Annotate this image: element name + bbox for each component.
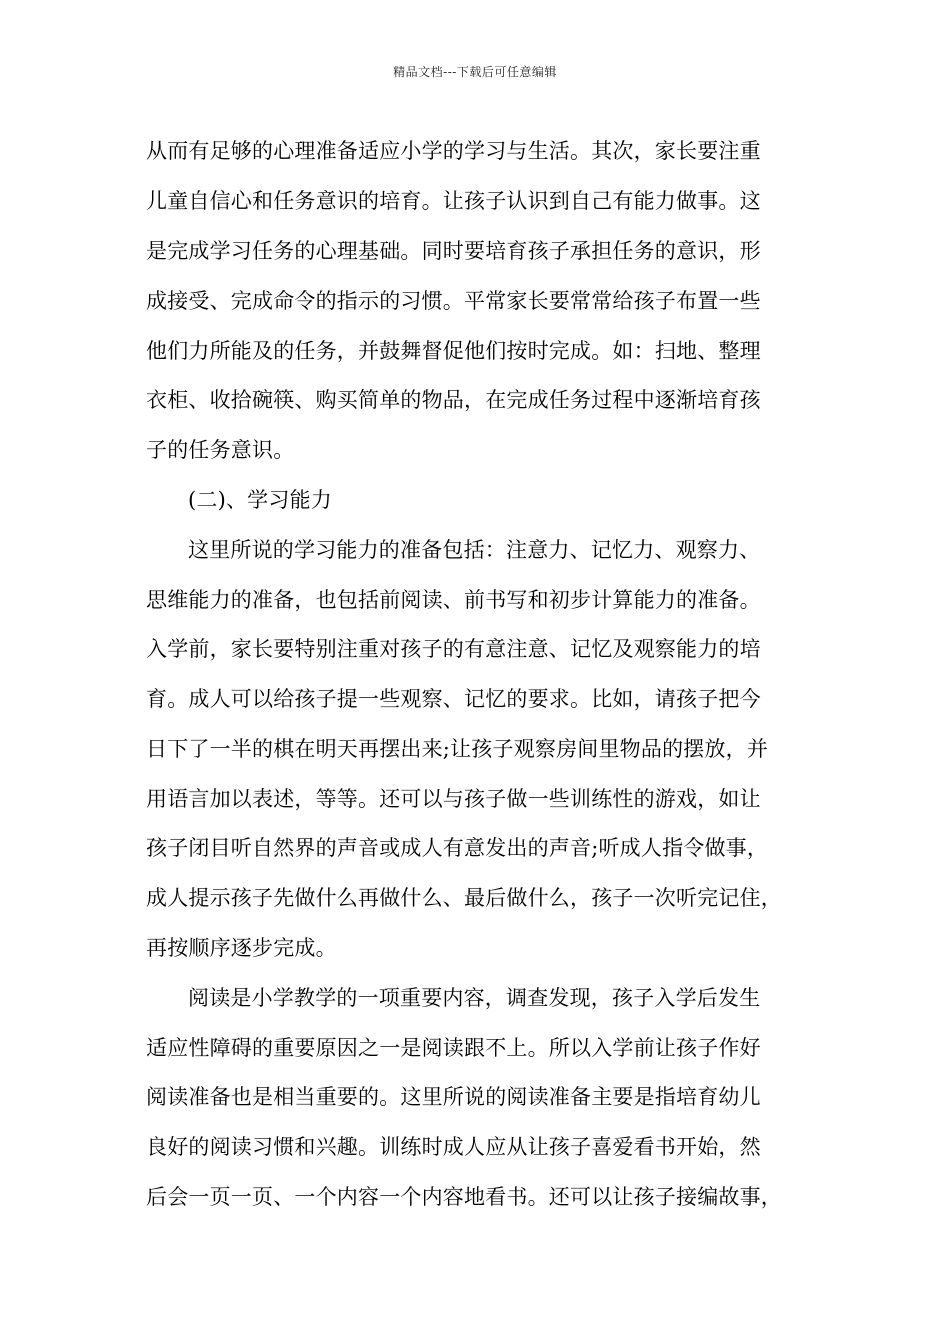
section-heading: (二)、学习能力 — [188, 488, 332, 512]
text-line: 是完成学习任务的心理基础。同时要培育孩子承担任务的意识，形 — [146, 239, 761, 263]
text-line: 子的任务意识。 — [146, 438, 295, 462]
text-line: 孩子闭目听自然界的声音或成人有意发出的声音;听成人指令做事， — [146, 836, 769, 860]
text-line: 从而有足够的心理准备适应小学的学习与生活。其次，家长要注重 — [146, 139, 761, 163]
text-line: 成接受、完成命令的指示的习惯。平常家长要常常给孩子布置一些 — [146, 289, 761, 313]
text-line: 用语言加以表述，等等。还可以与孩子做一些训练性的游戏，如让 — [146, 787, 761, 811]
text-line: 阅读准备也是相当重要的。这里所说的阅读准备主要是指培育幼儿 — [146, 1085, 761, 1109]
text-line: 育。成人可以给孩子提一些观察、记忆的要求。比如，请孩子把今 — [146, 687, 761, 711]
text-line: 适应性障碍的重要原因之一是阅读跟不上。所以入学前让孩子作好 — [146, 1036, 761, 1060]
text-line: 思维能力的准备，也包括前阅读、前书写和初步计算能力的准备。 — [146, 588, 761, 612]
text-line: 再按顺序逐步完成。 — [146, 936, 337, 960]
text-line: 衣柜、收拾碗筷、购买简单的物品，在完成任务过程中逐渐培育孩 — [146, 388, 761, 412]
text-line: 后会一页一页、一个内容一个内容地看书。还可以让孩子接编故事， — [146, 1185, 782, 1209]
text-line: 良好的阅读习惯和兴趣。训练时成人应从让孩子喜爱看书开始，然 — [146, 1135, 761, 1159]
text-line: 儿童自信心和任务意识的培育。让孩子认识到自己有能力做事。这 — [146, 189, 761, 213]
text-line: 这里所说的学习能力的准备包括：注意力、记忆力、观察力、 — [188, 538, 761, 562]
page-header: 精品文档---下载后可任意编辑 — [393, 65, 557, 79]
text-line: 日下了一半的棋在明天再摆出来;让孩子观察房间里物品的摆放，并 — [146, 737, 769, 761]
text-line: 成人提示孩子先做什么再做什么、最后做什么，孩子一次听完记住， — [146, 886, 782, 910]
text-line: 他们力所能及的任务，并鼓舞督促他们按时完成。如：扫地、整理 — [146, 339, 761, 363]
text-line: 入学前，家长要特别注重对孩子的有意注意、记忆及观察能力的培 — [146, 637, 761, 661]
text-line: 阅读是小学教学的一项重要内容，调查发现，孩子入学后发生 — [188, 986, 761, 1010]
